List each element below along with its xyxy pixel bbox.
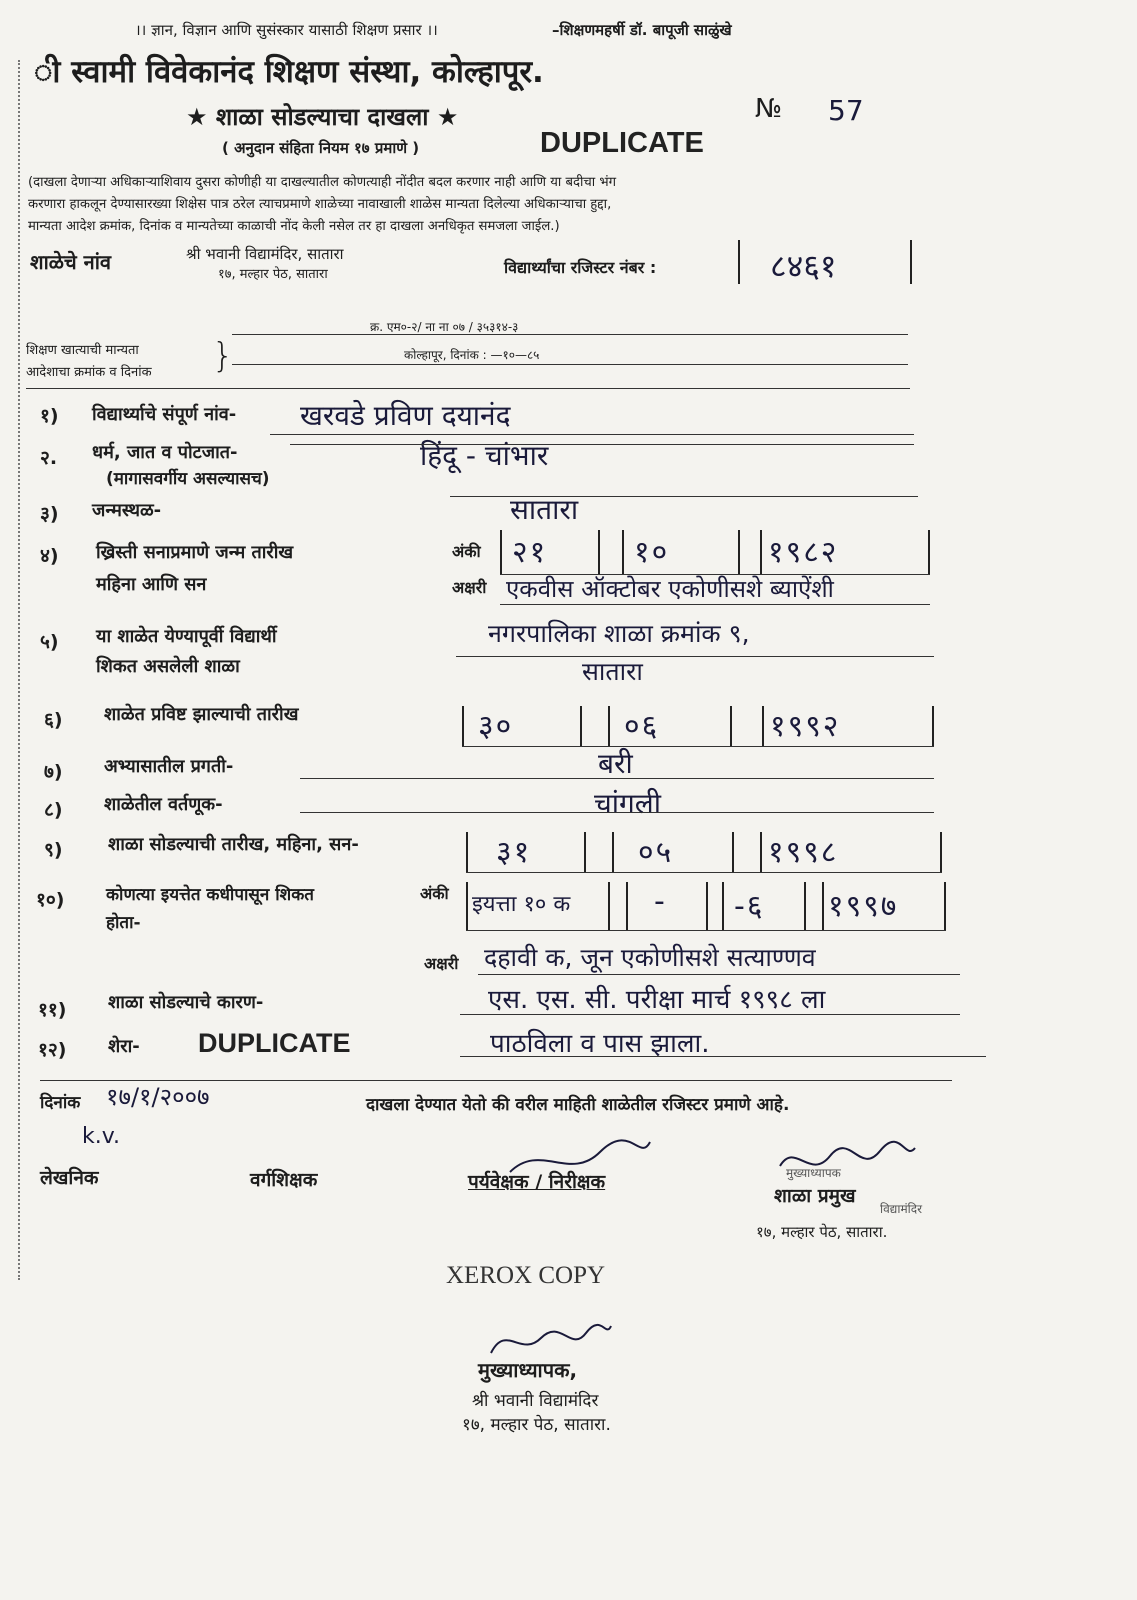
birth-day-box: २१ (512, 535, 548, 570)
field-4-label: ख्रिस्ती सनाप्रमाणे जन्म तारीख (96, 542, 294, 563)
recognition-label-1: शिक्षण खात्याची मान्यता (26, 343, 139, 358)
st-bar-3 (626, 882, 628, 930)
field-4-words-label: अक्षरी (452, 578, 487, 597)
field-4-sublabel: महिना आणि सन (96, 574, 207, 595)
field-11-value: एस. एस. सी. परीक्षा मार्च १९९८ ला (488, 985, 826, 1015)
field-10-words-label: अक्षरी (424, 954, 459, 973)
lv-bar-6 (940, 832, 942, 872)
field-12-rule (460, 1056, 986, 1057)
lv-bar-5 (760, 832, 762, 872)
field-8-number: ८) (44, 799, 63, 821)
lv-bar-4 (732, 832, 734, 872)
field-1-rule (270, 434, 914, 435)
lv-underline (466, 872, 942, 873)
warning-line-1: (दाखला देणाऱ्या अधिकाऱ्याशिवाय दुसरा कोणीही या दाखल्यातील कोणत्याही नोंदीत बदल करणार नाही आणि या बदीचा भंग (28, 175, 617, 190)
field-3-label: जन्मस्थळ- (92, 500, 162, 521)
xerox-copy-stamp: XEROX COPY (446, 1262, 606, 1289)
ad-bar-6 (932, 706, 934, 746)
recognition-line-1-rule (232, 334, 908, 335)
field-10-value: दहावी क, जून एकोणीसशे सत्याण्णव (484, 943, 816, 972)
field-4-value: एकवीस ऑक्टोबर एकोणीसशे ब्याऐंशी (506, 575, 834, 603)
certificate-title: ★ शाळा सोडल्याचा दाखला ★ (186, 103, 459, 131)
ad-bar-5 (762, 706, 764, 746)
date-label: दिनांक (40, 1093, 81, 1113)
field-11-number: ११) (38, 999, 67, 1021)
recognition-line-2-rule (232, 364, 908, 365)
supervisor-label: पर्यवेक्षक / निरीक्षक (468, 1171, 606, 1193)
register-label: विद्यार्थ्यांचा रजिस्टर नंबर : (504, 258, 657, 277)
field-11-label: शाळा सोडल्याचे कारण- (108, 992, 264, 1013)
standard-year-box: १९९७ (828, 889, 899, 924)
leaving-month-box: ०५ (638, 835, 674, 870)
admission-day-box: ३० (478, 709, 514, 744)
field-4-digits-label: अंकी (452, 542, 481, 561)
field-2-label: धर्म, जात व पोटजात- (92, 442, 238, 463)
attestation-line-2: श्री भवानी विद्यामंदिर (472, 1391, 599, 1411)
head-label: शाळा प्रमुख (774, 1185, 856, 1207)
field-7-label: अभ्यासातील प्रगती- (104, 756, 234, 777)
st-bar-1 (466, 882, 468, 930)
recognition-date: कोल्हापूर, दिनांक : —१०—८५ (404, 348, 540, 362)
field-2-value: हिंदू - चांभार (420, 439, 549, 472)
field-7-rule (300, 778, 934, 779)
warning-line-3: मान्यता आदेश क्रमांक, दिनांक व मान्यतेच्या काळाची नोंद केली नसेल तर हा दाखला अनधिकृत समजला जाईल.) (28, 219, 560, 234)
attestation-line-3: १७, मल्हार पेठ, सातारा. (462, 1415, 611, 1435)
motto-author: –शिक्षणमहर्षी डॉ. बापूजी साळुंखे (552, 21, 732, 39)
lv-bar-1 (466, 832, 468, 872)
institution-name: ी स्वामी विवेकानंद शिक्षण संस्था, कोल्हापूर. (34, 54, 544, 90)
field-1-value: खरवडे प्रविण दयानंद (300, 399, 511, 432)
st-bar-5 (722, 882, 724, 930)
field-1-label: विद्यार्थ्याचे संपूर्ण नांव- (92, 404, 237, 425)
school-name-label: शाळेचे नांव (30, 250, 112, 274)
field-3-number: ३) (40, 503, 59, 525)
school-name-line-2: १७, मल्हार पेठ, सातारा (218, 267, 328, 282)
field-2-number: २. (40, 447, 58, 469)
st-underline (466, 930, 946, 931)
field-6-label: शाळेत प्रविष्ट झाल्याची तारीख (104, 704, 299, 725)
attestation-line-1: मुख्याध्यापक, (478, 1358, 578, 1382)
standard-box: इयत्ता १० क (472, 892, 571, 917)
standard-day-box: - (654, 884, 667, 919)
field-12-value: पाठविला व पास झाला. (490, 1029, 710, 1059)
field-8-rule (300, 812, 934, 813)
field-9-label: शाळा सोडल्याची तारीख, महिना, सन- (108, 834, 359, 855)
rule-note: ( अनुदान संहिता नियम १७ प्रमाणे ) (222, 139, 420, 157)
admission-month-box: ०६ (624, 709, 660, 744)
clerk-initials: k.v. (82, 1124, 121, 1149)
serial-label: № (755, 94, 783, 124)
bd-bar-1 (500, 530, 502, 574)
birth-year-box: १९८२ (768, 535, 839, 570)
st-bar-4 (706, 882, 708, 930)
head-stamp-line-3: १७, मल्हार पेठ, सातारा. (756, 1223, 888, 1241)
bd-bar-6 (928, 530, 930, 574)
bd-bar-4 (738, 530, 740, 574)
leaving-year-box: १९९८ (768, 835, 839, 870)
field-4-words-rule (500, 604, 930, 605)
head-stamp-line-1: मुख्याध्यापक (786, 1166, 841, 1180)
field-8-value: चांगली (594, 787, 662, 820)
certification-text: दाखला देण्यात येतो की वरील माहिती शाळेतील रजिस्टर प्रमाणे आहे. (366, 1095, 790, 1115)
duplicate-stamp-top: DUPLICATE (540, 127, 704, 159)
field-5-number: ५) (40, 631, 59, 653)
lv-bar-3 (612, 832, 614, 872)
register-number: ८४६१ (770, 247, 837, 285)
field-1-number: १) (40, 405, 59, 427)
field-5-value-2: सातारा (582, 657, 643, 686)
birth-month-box: १० (634, 535, 670, 570)
field-10-number: १०) (36, 889, 65, 911)
date-value: १७/१/२००७ (106, 1083, 210, 1111)
ad-bar-4 (730, 706, 732, 746)
field-12-number: १२) (38, 1039, 67, 1061)
field-7-number: ७) (44, 761, 63, 783)
field-9-number: ९) (44, 839, 63, 861)
section-divider (26, 388, 910, 389)
st-bar-6 (804, 882, 806, 930)
field-5-label: या शाळेत येण्यापूर्वी विद्यार्थी (96, 626, 277, 647)
class-teacher-label: वर्गशिक्षक (250, 1169, 318, 1191)
field-10-words-rule (478, 974, 960, 975)
field-10-digits-label: अंकी (420, 884, 449, 903)
field-5-rule (456, 656, 934, 657)
lv-bar-2 (584, 832, 586, 872)
field-7-value: बरी (598, 747, 633, 780)
ad-bar-3 (608, 706, 610, 746)
field-2-sublabel: (मागासवर्गीय असल्यासच) (106, 469, 270, 489)
school-name-line-1: श्री भवानी विद्यामंदिर, सातारा (186, 245, 344, 263)
st-bar-2 (608, 882, 610, 930)
recognition-order: क्र. एम०-२/ ना ना ०७ / ३५३१४-३ (370, 320, 519, 334)
field-4-number: ४) (40, 545, 59, 567)
field-5-value: नगरपालिका शाळा क्रमांक ९, (488, 619, 750, 648)
field-3-value: सातारा (510, 493, 579, 526)
recognition-label-2: आदेशाचा क्रमांक व दिनांक (26, 365, 152, 380)
ad-bar-2 (580, 706, 582, 746)
bd-bar-2 (598, 530, 600, 574)
field-6-number: ६) (44, 709, 63, 731)
bd-bar-3 (622, 530, 624, 574)
serial-number: 57 (828, 94, 864, 127)
warning-line-2: करणारा हाकलून देण्यासारख्या शिक्षेस पात्र ठरेल त्याचप्रमाणे शाळेच्या नावाखाली शाळेस मान्यता दिलेल्या अधिकाऱ्याचा हुद्दा, (28, 197, 612, 212)
bd-bar-5 (760, 530, 762, 574)
field-10-sublabel: होता- (106, 913, 141, 933)
st-bar-7 (822, 882, 824, 930)
field-10-label: कोणत्या इयत्तेत कधीपासून शिकत (106, 885, 314, 905)
standard-month-box: -६ (734, 889, 765, 924)
left-margin-dots (18, 60, 20, 1280)
st-bar-8 (944, 882, 946, 930)
ad-underline (462, 746, 934, 747)
motto: ।। ज्ञान, विज्ञान आणि सुसंस्कार यासाठी शिक्षण प्रसार ।। (135, 21, 438, 39)
field-8-label: शाळेतील वर्तणूक- (104, 794, 223, 815)
admission-year-box: १९९२ (770, 709, 841, 744)
field-12-label: शेरा- (108, 1036, 140, 1057)
leaving-day-box: ३१ (496, 835, 532, 870)
field-5-sublabel: शिकत असलेली शाळा (96, 656, 240, 677)
ad-bar-1 (462, 706, 464, 746)
head-stamp-line-2: विद्यामंदिर (880, 1202, 923, 1216)
field-11-rule (460, 1014, 960, 1015)
clerk-label: लेखनिक (40, 1167, 99, 1189)
remark-duplicate-stamp: DUPLICATE (198, 1028, 351, 1058)
field-2-rule (290, 444, 914, 445)
recognition-brace: } (212, 336, 234, 376)
field-3-rule (450, 496, 918, 497)
